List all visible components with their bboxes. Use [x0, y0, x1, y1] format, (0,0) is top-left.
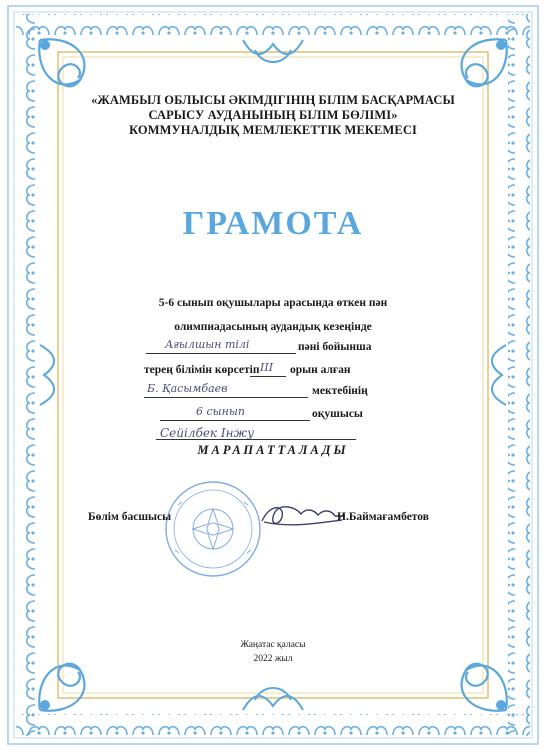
- place-suffix: орын алған: [290, 364, 351, 376]
- handwritten-school: Б. Қасымбаев: [147, 382, 228, 395]
- place-prefix: терең білімін көрсетіп: [144, 364, 260, 376]
- school-underline: [144, 397, 308, 398]
- document-title: ГРАМОТА: [182, 205, 364, 242]
- class-underline: [160, 420, 310, 421]
- header-line-2: САРЫСУ АУДАНЫНЫҢ БІЛІМ БӨЛІМІ»: [148, 108, 398, 122]
- handwritten-subject: Ағылшын тілі: [165, 338, 250, 351]
- signature-role: Бөлім басшысы: [88, 511, 172, 523]
- place-underline: [250, 376, 286, 377]
- official-stamp: [166, 482, 260, 576]
- handwritten-class: 6 сынып: [196, 405, 245, 418]
- handwritten-student-name: Сейілбек Інжу: [160, 426, 255, 440]
- body-line-1: 5-6 сынып оқушылары арасында өткен пән: [158, 297, 388, 309]
- school-suffix: мектебінің: [312, 385, 368, 397]
- class-suffix: оқушысы: [312, 408, 363, 420]
- footer-city: Жаңатас қаласы: [240, 640, 306, 650]
- subject-suffix: пәні бойынша: [298, 341, 372, 353]
- body-line-2: олимпиадасының аудандық кезеңінде: [174, 321, 372, 333]
- header-line-3: КОММУНАЛДЫҚ МЕМЛЕКЕТТІК МЕКЕМЕСІ: [129, 123, 417, 137]
- signature-scribble: [262, 507, 345, 525]
- header-line-1: «ЖАМБЫЛ ОБЛЫСЫ ӘКІМДІГІНІҢ БІЛІМ БАСҚАРМАСЫ: [91, 93, 455, 107]
- footer-year: 2022 жыл: [253, 654, 293, 664]
- award-verb: МАРАПАТТАЛАДЫ: [197, 443, 349, 457]
- subject-underline: [146, 353, 296, 354]
- signature-name: И.Баймағамбетов: [337, 511, 429, 523]
- handwritten-place: III: [260, 361, 274, 374]
- name-underline: [156, 439, 356, 440]
